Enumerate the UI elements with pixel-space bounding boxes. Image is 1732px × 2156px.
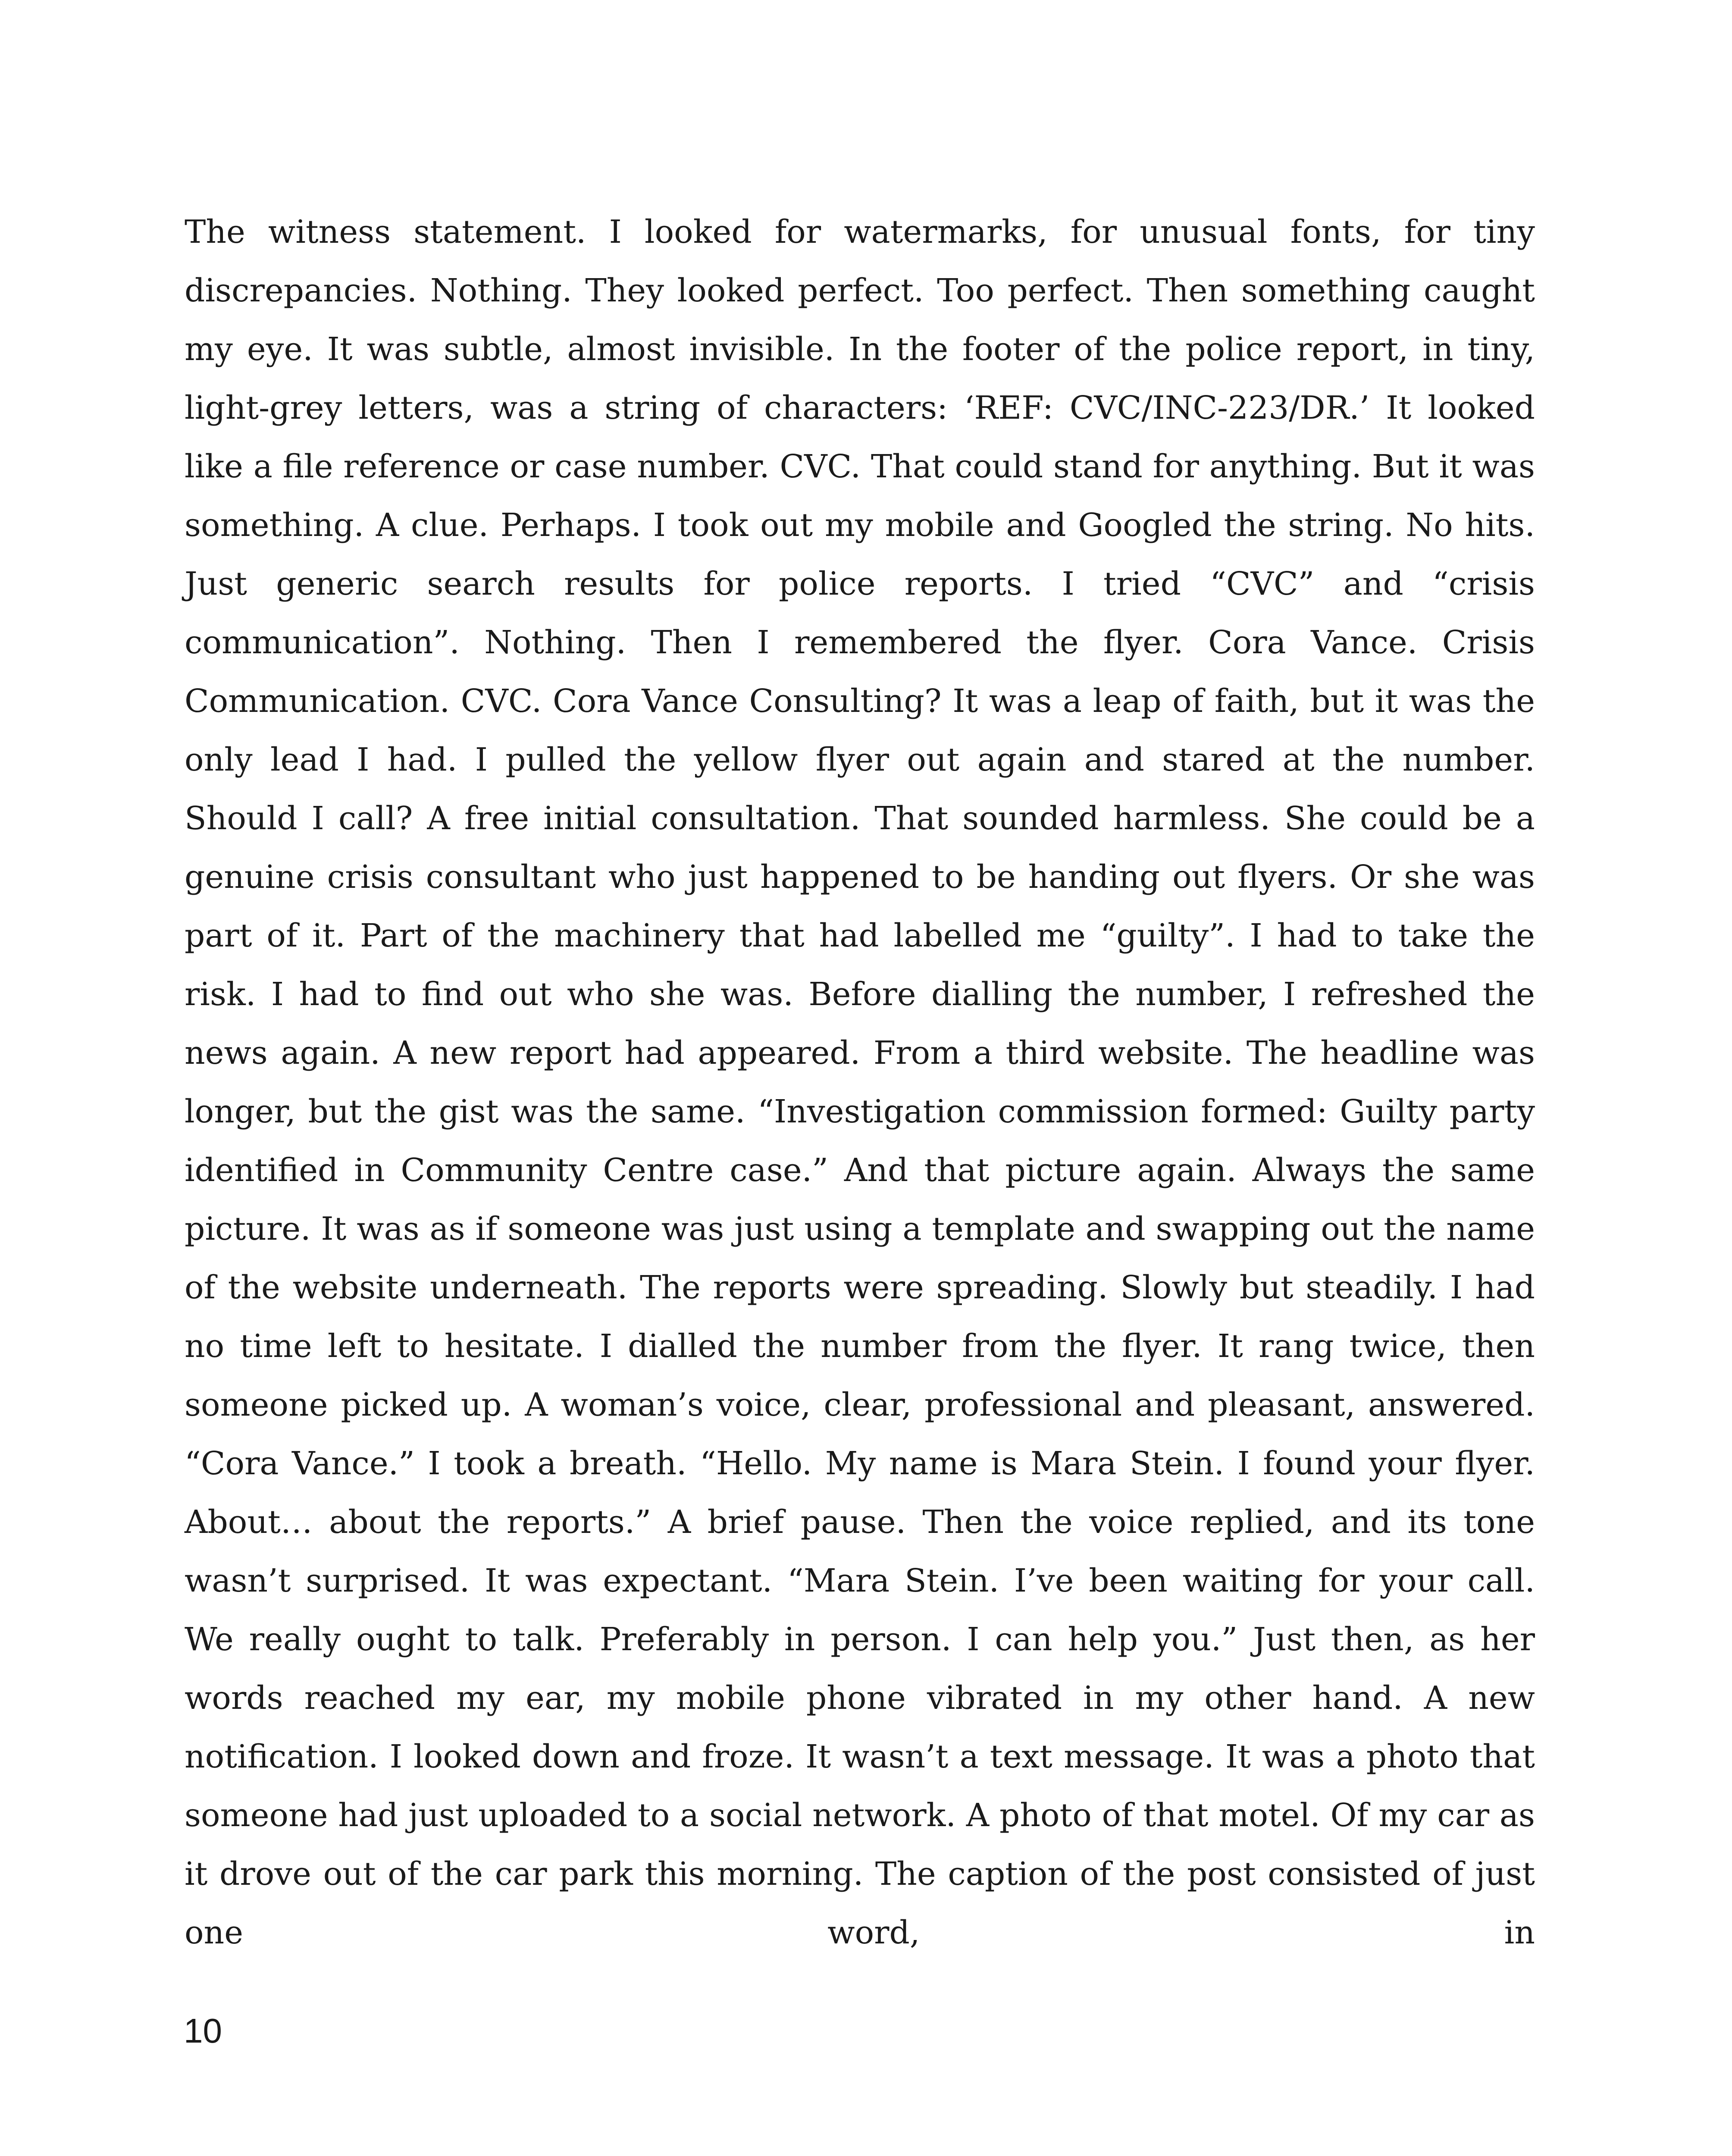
page-number: 10 xyxy=(184,2012,222,2050)
body-paragraph: The witness statement. I looked for watermarks, for unusual fonts, for tiny discrepancies. Nothing. They looked perfect. Too perfect. Then something caught my eye. It was subtle, almost invisible. In the footer of the police report, in tiny, light-grey letters, was a string of characters: ‘REF: CVC/INC-223/DR.’ It looked like a file reference or case number. CVC. That could stand for anything. But it was something. A clue. Perhaps. I took out my mobile and Googled the string. No hits. Just generic search results for police reports. I tried “CVC” and “crisis communication”. Nothing. Then I remembered the flyer. Cora Vance. Crisis Communication. CVC. Cora Vance Consulting? It was a leap of faith, but it was the only lead I had. I pulled the yellow flyer out again and stared at the number. Should I call? A free initial consultation. That sounded harmless. She could be a genuine crisis consultant who just happened to be handing out flyers. Or she was part of it. Part of the machinery that had labelled me “guilty”. I had to take the risk. I had to find out who she was. Before dialling the number, I refreshed the news again. A new report had appeared. From a third website. The headline was longer, but the gist was the same. “Investigation commission formed: Guilty party identified in Community Centre case.” And that picture again. Always the same picture. It was as if someone was just using a template and swapping out the name of the website underneath. The reports were spreading. Slowly but steadily. I had no time left to hesitate. I dialled the number from the flyer. It rang twice, then someone picked up. A woman’s voice, clear, professional and pleasant, answered. “Cora Vance.” I took a breath. “Hello. My name is Mara Stein. I found your flyer. About… about the reports.” A brief pause. Then the voice replied, and its tone wasn’t surprised. It was expectant. “Mara Stein. I’ve been waiting for your call. We really ought to talk. Preferably in person. I can help you.” Just then, as her words reached my ear, my mobile phone vibrated in my other hand. A new notification. I looked down and froze. It wasn’t a text message. It was a photo that someone had just uploaded to a social network. A photo of that motel. Of my car as it drove out of the car park this morning. The caption of the post consisted of just one word, in xyxy=(185,213,1535,1951)
